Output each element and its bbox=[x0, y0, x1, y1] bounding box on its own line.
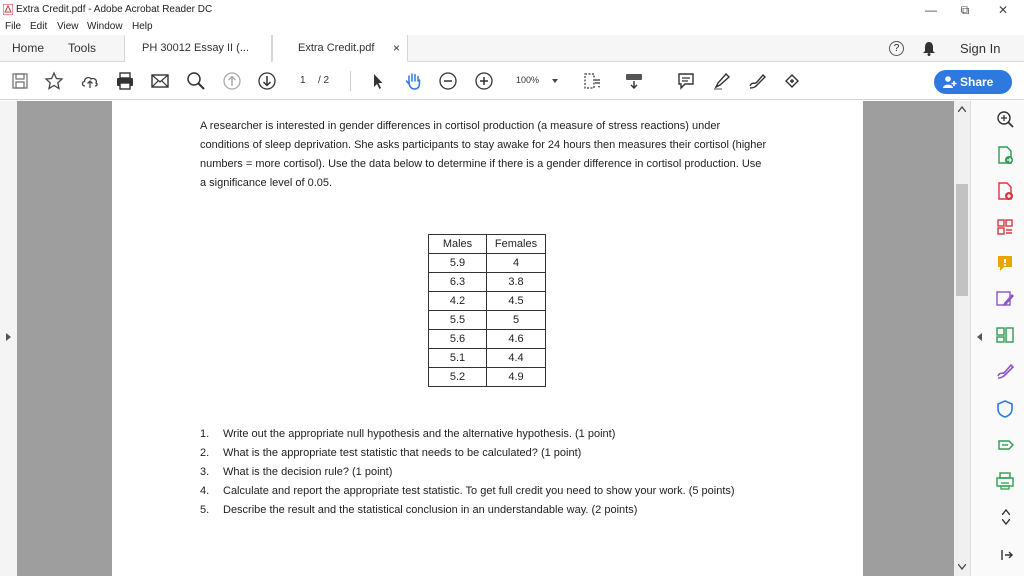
print-production-icon[interactable] bbox=[995, 471, 1015, 491]
table-row bbox=[429, 368, 546, 387]
hand-tool-icon[interactable] bbox=[404, 71, 424, 91]
table-cell: 5.9 bbox=[429, 254, 487, 273]
scroll-down-arrow-icon[interactable] bbox=[958, 564, 966, 570]
save-icon[interactable] bbox=[10, 71, 30, 91]
left-panel-toggle-strip[interactable] bbox=[0, 101, 17, 576]
share-button[interactable] bbox=[934, 70, 1012, 94]
window-title: Extra Credit.pdf - Adobe Acrobat Reader DC bbox=[16, 4, 213, 15]
question-text: What is the appropriate test statistic that needs to be calculated? (1 point) bbox=[223, 447, 582, 459]
menu-window[interactable]: Window bbox=[87, 21, 123, 32]
list-item bbox=[200, 444, 790, 463]
table-cell: 5.6 bbox=[429, 330, 487, 349]
collapse-right-pane-icon[interactable] bbox=[977, 333, 982, 341]
table-cell: 4.6 bbox=[487, 330, 546, 349]
comment-pane-icon[interactable] bbox=[995, 253, 1015, 273]
scroll-up-arrow-icon[interactable] bbox=[958, 106, 966, 112]
panel-scroll-up-icon[interactable] bbox=[1002, 509, 1010, 515]
table-cell: 4 bbox=[487, 254, 546, 273]
table-row bbox=[429, 330, 546, 349]
highlight-pen-icon[interactable] bbox=[712, 71, 732, 91]
select-cursor-icon[interactable] bbox=[368, 71, 388, 91]
list-item bbox=[200, 425, 790, 444]
question-list bbox=[200, 425, 790, 520]
table-cell: 4.5 bbox=[487, 292, 546, 311]
protect-shield-icon[interactable] bbox=[995, 399, 1015, 419]
column-header-females: Females bbox=[487, 235, 546, 254]
current-page-field[interactable]: 1 bbox=[300, 75, 306, 86]
email-icon[interactable] bbox=[150, 71, 170, 91]
acrobat-icon bbox=[3, 4, 13, 15]
table-cell: 5.1 bbox=[429, 349, 487, 368]
organize-pages-icon[interactable] bbox=[995, 217, 1015, 237]
panel-scroll-down-icon[interactable] bbox=[1002, 519, 1010, 525]
send-for-review-icon[interactable] bbox=[995, 435, 1015, 455]
question-number: 2. bbox=[200, 447, 210, 459]
scrollbar-thumb[interactable] bbox=[956, 184, 968, 296]
vertical-scrollbar[interactable] bbox=[954, 101, 970, 576]
toolbar bbox=[0, 62, 1024, 100]
close-window-button[interactable]: ✕ bbox=[997, 3, 1009, 17]
tab-close-icon[interactable]: × bbox=[393, 41, 401, 55]
tab-bar bbox=[0, 35, 1024, 62]
tab-document-essay-label: PH 30012 Essay II (... bbox=[142, 42, 249, 54]
zoom-dropdown-chevron-icon[interactable] bbox=[552, 79, 558, 83]
column-header-males: Males bbox=[429, 235, 487, 254]
table-cell: 3.8 bbox=[487, 273, 546, 292]
question-number: 5. bbox=[200, 504, 210, 516]
question-text: Write out the appropriate null hypothesis and the alternative hypothesis. (1 point) bbox=[223, 428, 616, 440]
menu-help[interactable]: Help bbox=[132, 21, 153, 32]
collapse-pane-arrow-icon[interactable] bbox=[1001, 549, 1013, 561]
zoom-pane-icon[interactable] bbox=[995, 109, 1015, 129]
zoom-out-icon[interactable] bbox=[438, 71, 458, 91]
create-pdf-icon[interactable] bbox=[995, 181, 1015, 201]
right-tools-pane bbox=[970, 101, 1024, 576]
page-count: / 2 bbox=[318, 75, 330, 86]
pdf-page bbox=[112, 101, 863, 576]
list-item bbox=[200, 482, 790, 501]
minimize-button[interactable]: — bbox=[925, 3, 937, 17]
question-number: 1. bbox=[200, 428, 210, 440]
cortisol-data-table bbox=[428, 234, 546, 387]
list-item bbox=[200, 463, 790, 482]
tab-tools[interactable]: Tools bbox=[68, 41, 97, 55]
comment-icon[interactable] bbox=[676, 71, 696, 91]
share-person-icon bbox=[943, 75, 957, 89]
list-item bbox=[200, 501, 790, 520]
table-cell: 5 bbox=[487, 311, 546, 330]
tab-document-extra-credit-label: Extra Credit.pdf bbox=[298, 42, 375, 54]
page-fit-icon[interactable] bbox=[582, 71, 602, 91]
table-header-row bbox=[429, 235, 546, 254]
question-text: Describe the result and the statistical conclusion in an understandable way. (2 points) bbox=[223, 504, 638, 516]
tab-home[interactable]: Home bbox=[12, 41, 45, 55]
table-row bbox=[429, 292, 546, 311]
read-mode-icon[interactable] bbox=[624, 71, 644, 91]
menu-file[interactable]: File bbox=[5, 21, 22, 32]
previous-page-icon[interactable] bbox=[222, 71, 242, 91]
maximize-button[interactable]: ⧉ bbox=[960, 3, 970, 17]
question-number: 4. bbox=[200, 485, 210, 497]
table-row bbox=[429, 254, 546, 273]
zoom-in-icon[interactable] bbox=[474, 71, 494, 91]
toolbar-divider bbox=[350, 71, 351, 91]
table-cell: 4.4 bbox=[487, 349, 546, 368]
edit-pdf-icon[interactable] bbox=[995, 289, 1015, 309]
question-text: What is the decision rule? (1 point) bbox=[223, 466, 393, 478]
table-row bbox=[429, 349, 546, 368]
menu-edit[interactable]: Edit bbox=[30, 21, 48, 32]
help-icon[interactable]: ? bbox=[889, 41, 904, 56]
tab-document-extra-credit[interactable] bbox=[272, 35, 408, 62]
question-text: Calculate and report the appropriate test statistic. To get full credit you need to show your work. (5 points) bbox=[223, 485, 735, 497]
table-cell: 4.2 bbox=[429, 292, 487, 311]
print-icon[interactable] bbox=[115, 71, 135, 91]
notifications-bell-icon[interactable] bbox=[922, 41, 936, 56]
table-cell: 5.2 bbox=[429, 368, 487, 387]
zoom-search-icon[interactable] bbox=[186, 71, 206, 91]
export-pdf-icon[interactable] bbox=[995, 145, 1015, 165]
tab-document-essay[interactable] bbox=[124, 35, 272, 62]
menu-view[interactable]: View bbox=[57, 21, 79, 32]
combine-files-icon[interactable] bbox=[995, 325, 1015, 345]
fill-and-sign-icon[interactable] bbox=[995, 361, 1015, 381]
table-row bbox=[429, 273, 546, 292]
sign-pen-icon[interactable] bbox=[747, 71, 767, 91]
upload-cloud-icon[interactable] bbox=[80, 71, 100, 91]
table-row bbox=[429, 311, 546, 330]
share-button-label: Share bbox=[960, 75, 994, 89]
zoom-level-select[interactable]: 100% bbox=[516, 75, 540, 85]
question-number: 3. bbox=[200, 466, 210, 478]
bookmark-star-icon[interactable] bbox=[44, 71, 64, 91]
fill-sign-icon[interactable] bbox=[782, 71, 802, 91]
next-page-icon[interactable] bbox=[257, 71, 277, 91]
table-cell: 6.3 bbox=[429, 273, 487, 292]
table-cell: 4.9 bbox=[487, 368, 546, 387]
title-bar bbox=[0, 0, 1024, 20]
table-cell: 5.5 bbox=[429, 311, 487, 330]
expand-left-panel-icon[interactable] bbox=[6, 333, 11, 341]
problem-statement: A researcher is interested in gender differences in cortisol production (a measure of stress reactions) under conditions of sleep deprivation. She asks participants to stay awake for 24 hours then measures their cortisol (higher numbers = more cortisol). Use the data below to determine if there is a gender difference in cortisol production. Use a significance level of 0.05. bbox=[200, 120, 767, 189]
menu-bar bbox=[0, 20, 1024, 35]
sign-in-button[interactable]: Sign In bbox=[960, 41, 1001, 56]
document-viewport[interactable] bbox=[0, 101, 970, 576]
